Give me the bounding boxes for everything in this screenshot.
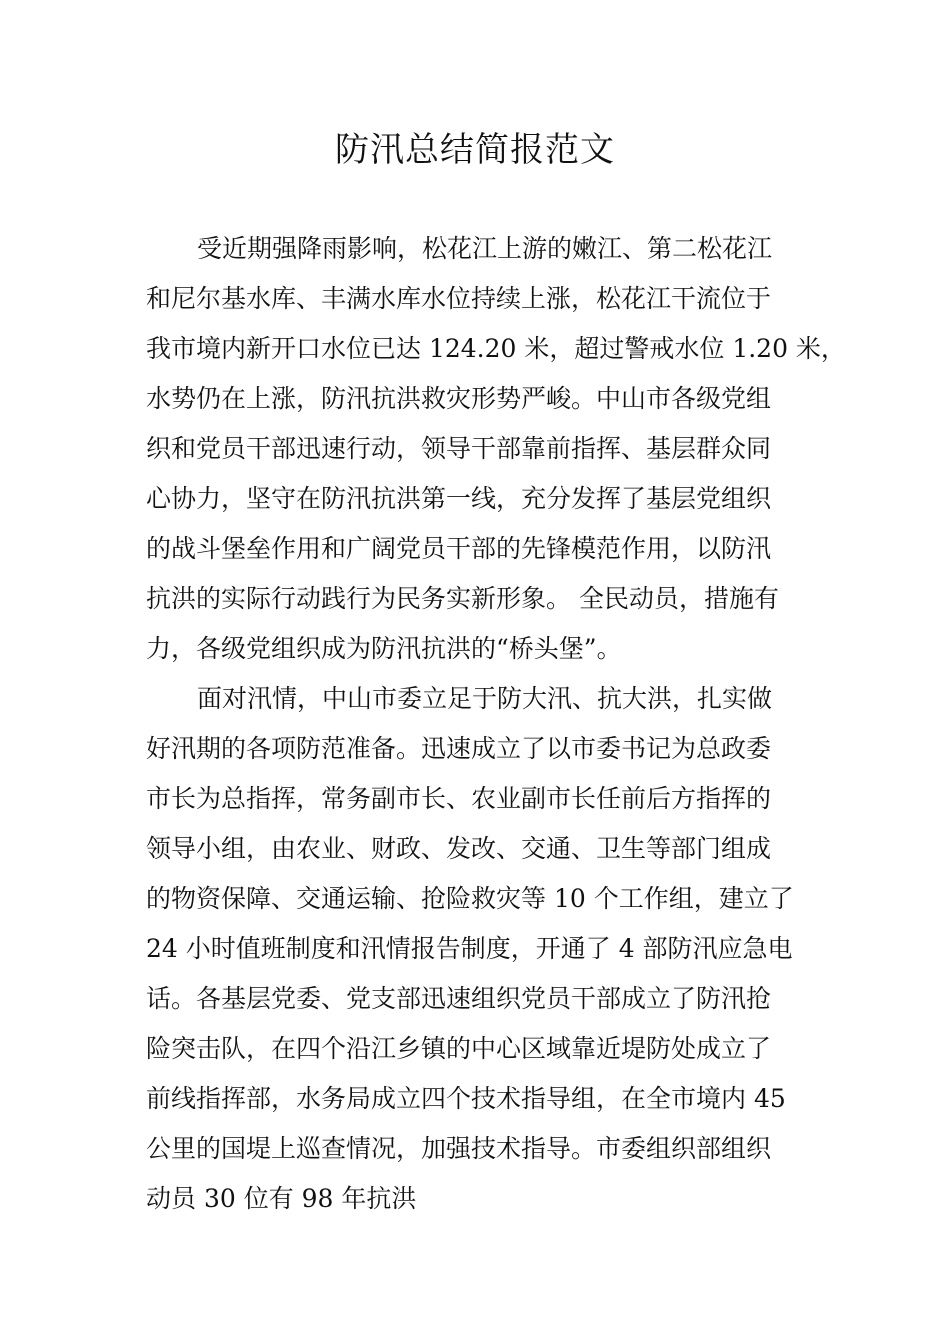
paragraph-1-line-9: 力，各级党组织成为防汛抗洪的“桥头堡”。 (146, 634, 622, 663)
paragraph-1-line-8: 抗洪的实际行动践行为民务实新形象。 全民动员，措施有 (146, 584, 779, 613)
document-title: 防汛总结简报范文 (335, 130, 615, 170)
paragraph-1-line-3: 我市境内新开口水位已达 124.20 米，超过警戒水位 1.20 米， (146, 334, 846, 363)
document-body (146, 224, 846, 1224)
paragraph-2-line-10: 公里的国堤上巡查情况，加强技术指导。市委组织部组织 (146, 1134, 772, 1163)
paragraph-1-line-1: 受近期强降雨影响，松花江上游的嫩江、第二松花江 (197, 234, 773, 263)
paragraph-1-line-2: 和尼尔基水库、丰满水库水位持续上涨，松花江干流位于 (146, 284, 772, 313)
paragraph-2-line-4: 领导小组，由农业、财政、发改、交通、卫生等部门组成 (146, 834, 772, 863)
paragraph-2-line-6: 24 小时值班制度和汛情报告制度，开通了 4 部防汛应急电 (146, 934, 793, 963)
paragraph-1-line-7: 的战斗堡垒作用和广阔党员干部的先锋模范作用，以防汛 (146, 534, 772, 563)
paragraph-2-line-9: 前线指挥部，水务局成立四个技术指导组，在全市境内 45 (146, 1084, 786, 1113)
paragraph-2-line-1: 面对汛情，中山市委立足于防大汛、抗大洪，扎实做 (197, 684, 773, 713)
paragraph-1-line-5: 织和党员干部迅速行动，领导干部靠前指挥、基层群众同 (146, 434, 772, 463)
paragraph-2-line-2: 好汛期的各项防范准备。迅速成立了以市委书记为总政委 (146, 734, 772, 763)
paragraph-2-line-8: 险突击队，在四个沿江乡镇的中心区域靠近堤防处成立了 (146, 1034, 772, 1063)
paragraph-1-line-6: 心协力，坚守在防汛抗洪第一线，充分发挥了基层党组织 (146, 484, 772, 513)
paragraph-2-line-11: 动员 30 位有 98 年抗洪 (146, 1184, 417, 1213)
paragraph-2-line-5: 的物资保障、交通运输、抢险救灾等 10 个工作组，建立了 (146, 884, 794, 913)
paragraph-1-line-4: 水势仍在上涨，防汛抗洪救灾形势严峻。中山市各级党组 (146, 384, 772, 413)
paragraph-2-line-3: 市长为总指挥，常务副市长、农业副市长任前后方指挥的 (146, 784, 772, 813)
paragraph-2-line-7: 话。各基层党委、党支部迅速组织党员干部成立了防汛抢 (146, 984, 772, 1013)
